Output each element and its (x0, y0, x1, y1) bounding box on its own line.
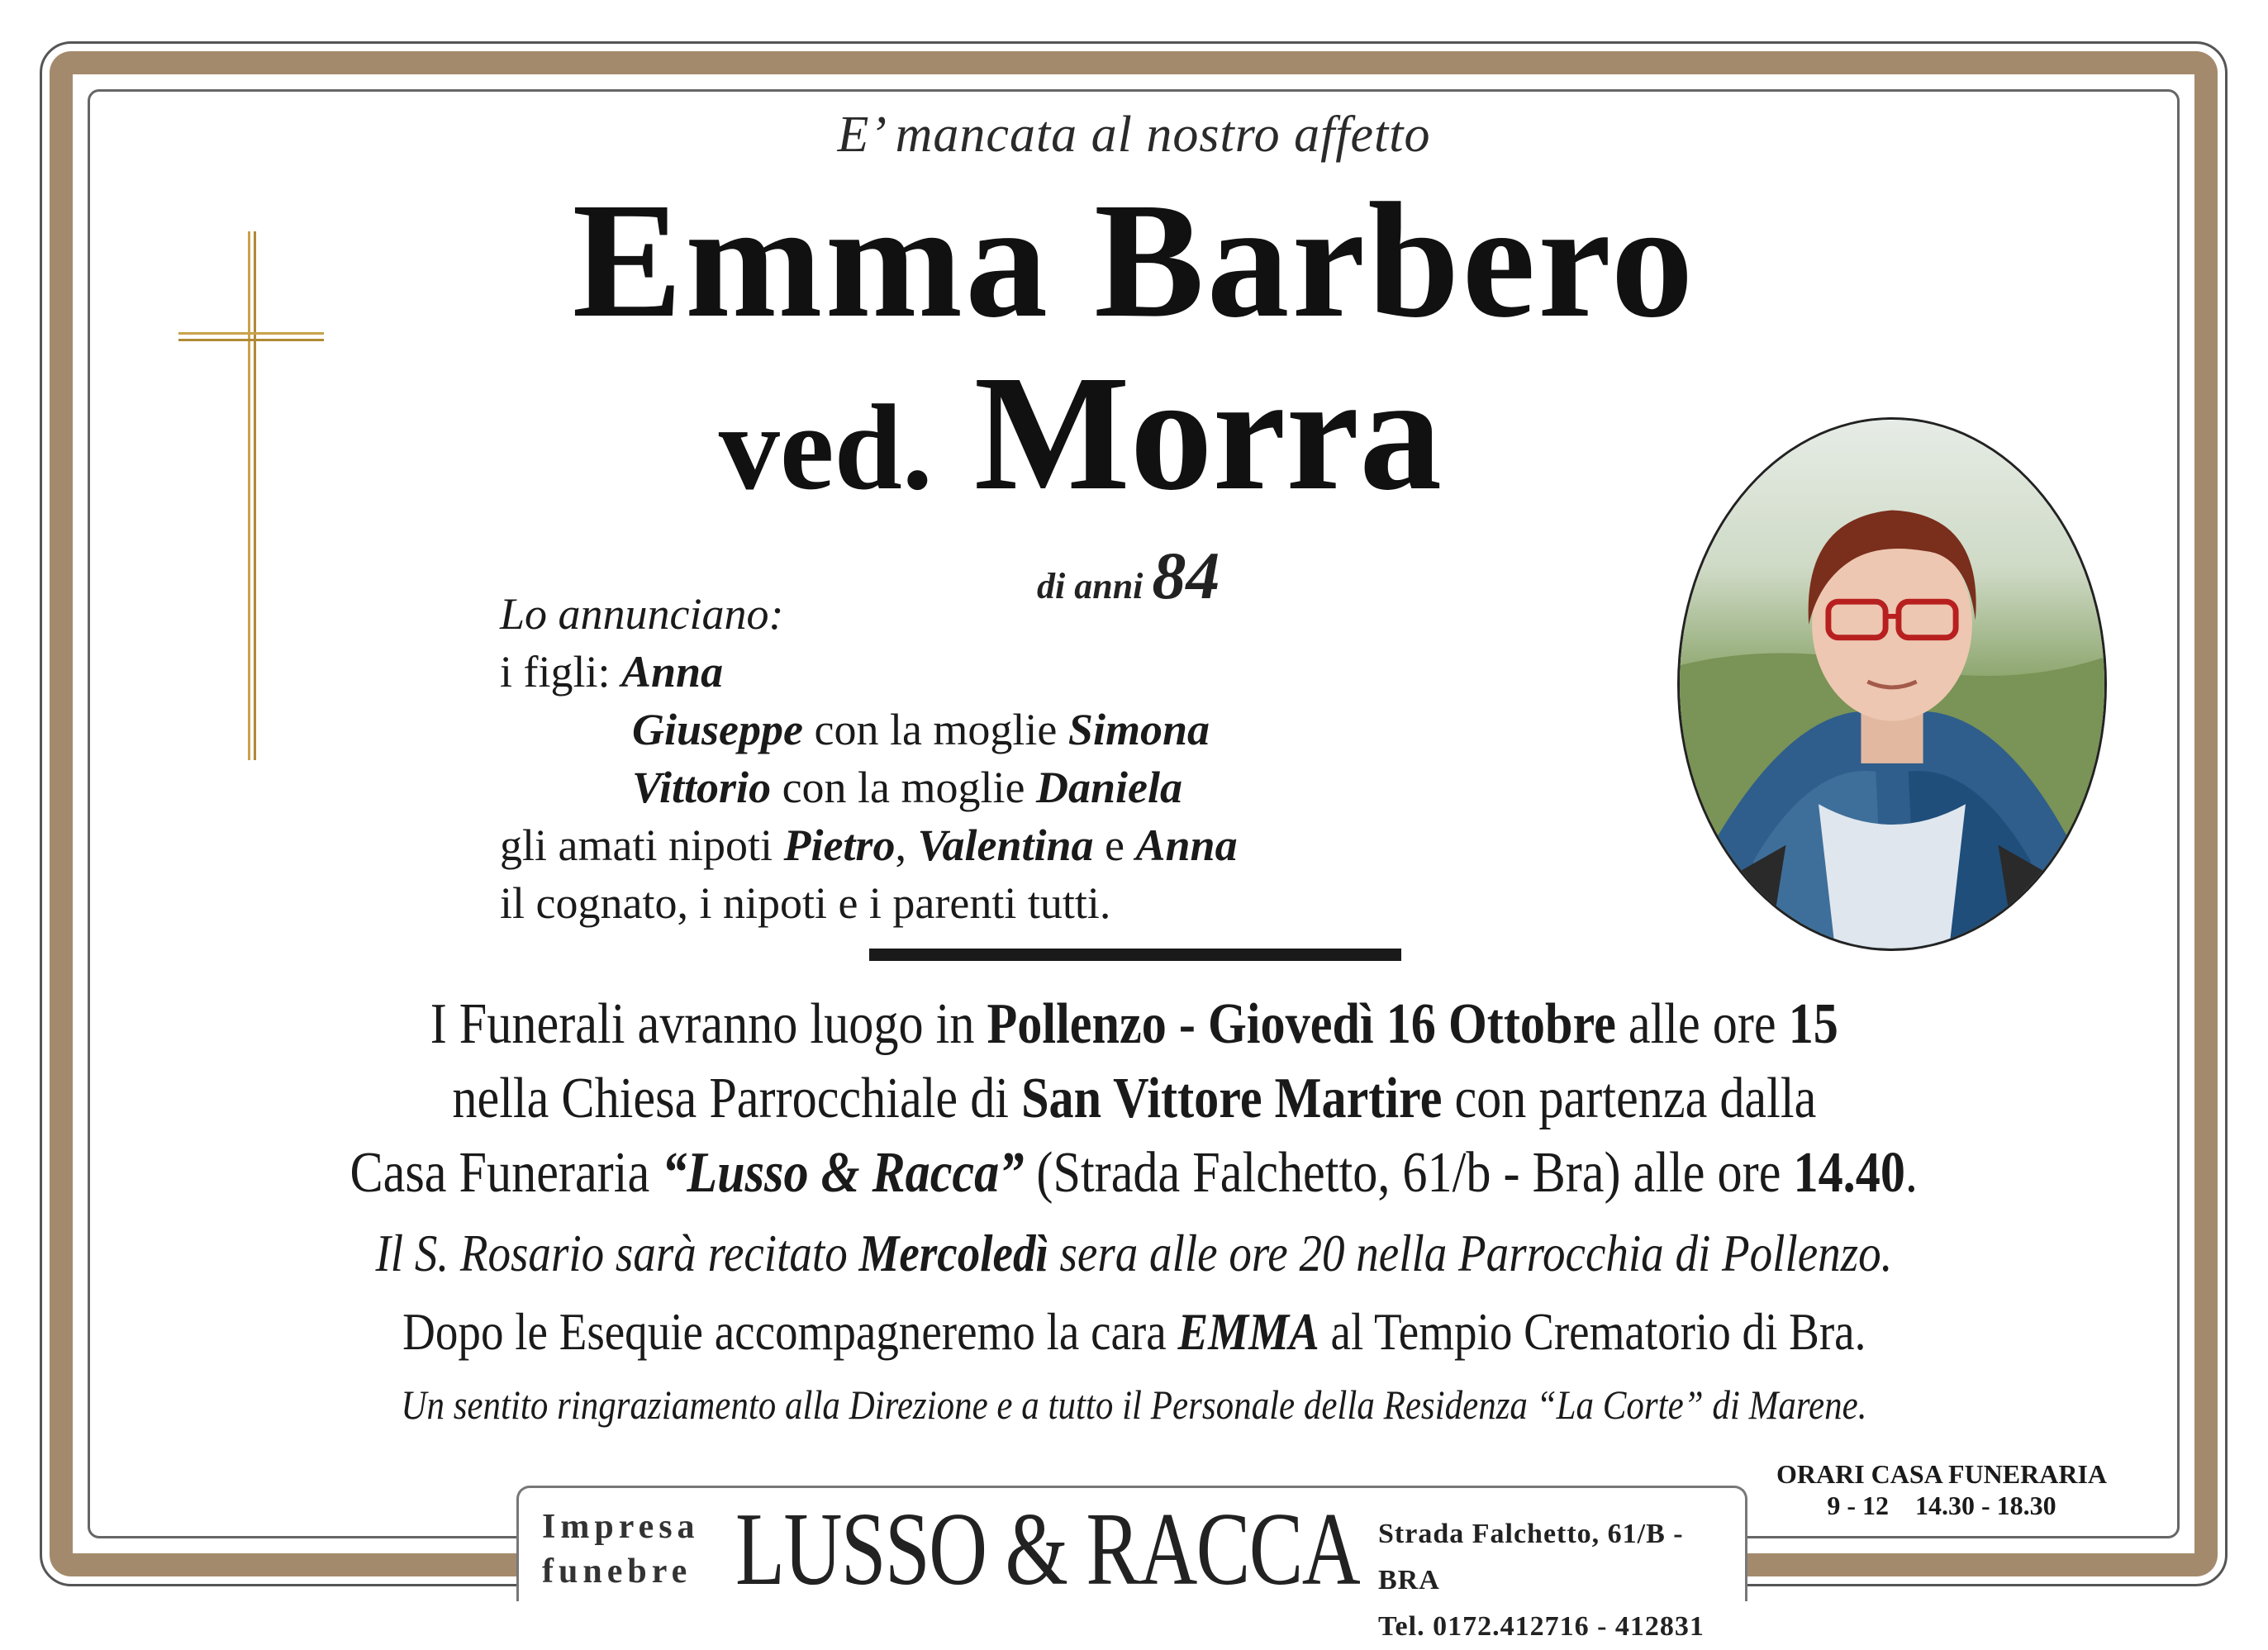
spouse-name: Daniela (1036, 763, 1183, 812)
grandchild-name: Anna (1135, 820, 1238, 870)
portrait-photo (1677, 417, 2107, 951)
contact-info (1378, 1511, 1745, 1650)
rosary-text: Il S. Rosario sarà recitato (375, 1224, 848, 1282)
funeral-line-3 (0, 1136, 2268, 1210)
thanks-text: Un sentito ringraziamento alla Direzione e a tutto il Personale della Residenza “La Corte” di Marene. (401, 1381, 1867, 1428)
funeral-home-name: “Lusso & Racca” (662, 1141, 1025, 1205)
thanks-line (0, 1376, 2268, 1434)
rosary-day: Mercoledì (858, 1224, 1048, 1282)
funeral-text: Casa Funeraria (349, 1141, 650, 1205)
departure-time: 14.40 (1793, 1141, 1906, 1205)
family-intro: Lo annunciano: (500, 589, 784, 639)
age-label: di anni (1037, 566, 1144, 606)
funeral-date: Giovedì 16 Ottobre (1207, 992, 1616, 1056)
married-surname: Morra (973, 342, 1443, 525)
hours-title: ORARI CASA FUNERARIA (1776, 1459, 2108, 1489)
church-name: San Vittore Martire (1020, 1067, 1443, 1130)
other-relatives: il cognato, i nipoti e i parenti tutti. (500, 878, 1111, 928)
separator: - (1178, 992, 1196, 1056)
impresa-line: funebre (542, 1553, 692, 1591)
cremation-text: al Tempio Crematorio di Bra. (1330, 1302, 1866, 1361)
funeral-line-2 (0, 1062, 2268, 1136)
announcement-subtitle: E’ mancata al nostro affetto (837, 107, 1431, 163)
funeral-text: alle ore (1628, 992, 1776, 1056)
grandchild-name: Pietro (783, 820, 896, 870)
funeral-text: (Strada Falchetto, 61/b - Bra) alle ore (1036, 1141, 1781, 1205)
grandchildren-label: gli amati nipoti (500, 820, 773, 870)
funeral-time: 15 (1788, 992, 1838, 1056)
impresa-line: Impresa (542, 1508, 700, 1546)
cremation-text: Dopo le Esequie accompagneremo la cara (402, 1302, 1167, 1361)
spouse-name: Simona (1067, 705, 1210, 754)
divider-rule (869, 949, 1401, 961)
rosary-line (0, 1219, 2268, 1288)
rosary-text: sera alle ore 20 nella Parrocchia di Pollenzo. (1059, 1224, 1893, 1282)
deceased-name: Emma Barbero (572, 169, 1696, 352)
children-label: i figli: (500, 647, 611, 697)
spouse-connector: con la moglie (814, 705, 1058, 754)
funeral-text: I Funerali avranno luogo in (430, 992, 975, 1056)
conjunction: e (1105, 820, 1124, 870)
funeral-home-footer (516, 1486, 1747, 1642)
hours-value: 9 - 12 14.30 - 18.30 (1827, 1491, 2056, 1520)
spouse-connector: con la moglie (782, 763, 1025, 812)
cremation-line (0, 1297, 2268, 1367)
address: Strada Falchetto, 61/B - BRA (1378, 1519, 1684, 1595)
funeral-line-1 (0, 987, 2268, 1062)
age-value: 84 (1152, 538, 1220, 613)
widow-prefix: ved. (718, 380, 933, 516)
child-name: Giuseppe (632, 705, 803, 754)
child-name: Vittorio (632, 763, 772, 812)
impresa-label (542, 1505, 700, 1594)
deceased-first-name: EMMA (1177, 1302, 1319, 1361)
child-name: Anna (621, 647, 724, 697)
funeral-text: nella Chiesa Parrocchiale di (452, 1067, 1009, 1130)
brand-name: LUSSO & RACCA (735, 1492, 1360, 1607)
funeral-place: Pollenzo (987, 992, 1167, 1056)
funeral-home-hours (1760, 1458, 2123, 1521)
funeral-text: . (1905, 1141, 1919, 1205)
family-list: Lo annunciano: i figli: Anna Giuseppe con la moglie Simona Vittorio con la moglie Daniela gli amati nipoti Pietro, Valentina e Anna il cognato, i nipoti e i parenti tutti. (500, 589, 1238, 928)
phone: Tel. 0172.412716 - 412831 (1378, 1611, 1705, 1642)
funeral-text: con partenza dalla (1454, 1067, 1816, 1130)
grandchild-name: Valentina (917, 820, 1094, 870)
